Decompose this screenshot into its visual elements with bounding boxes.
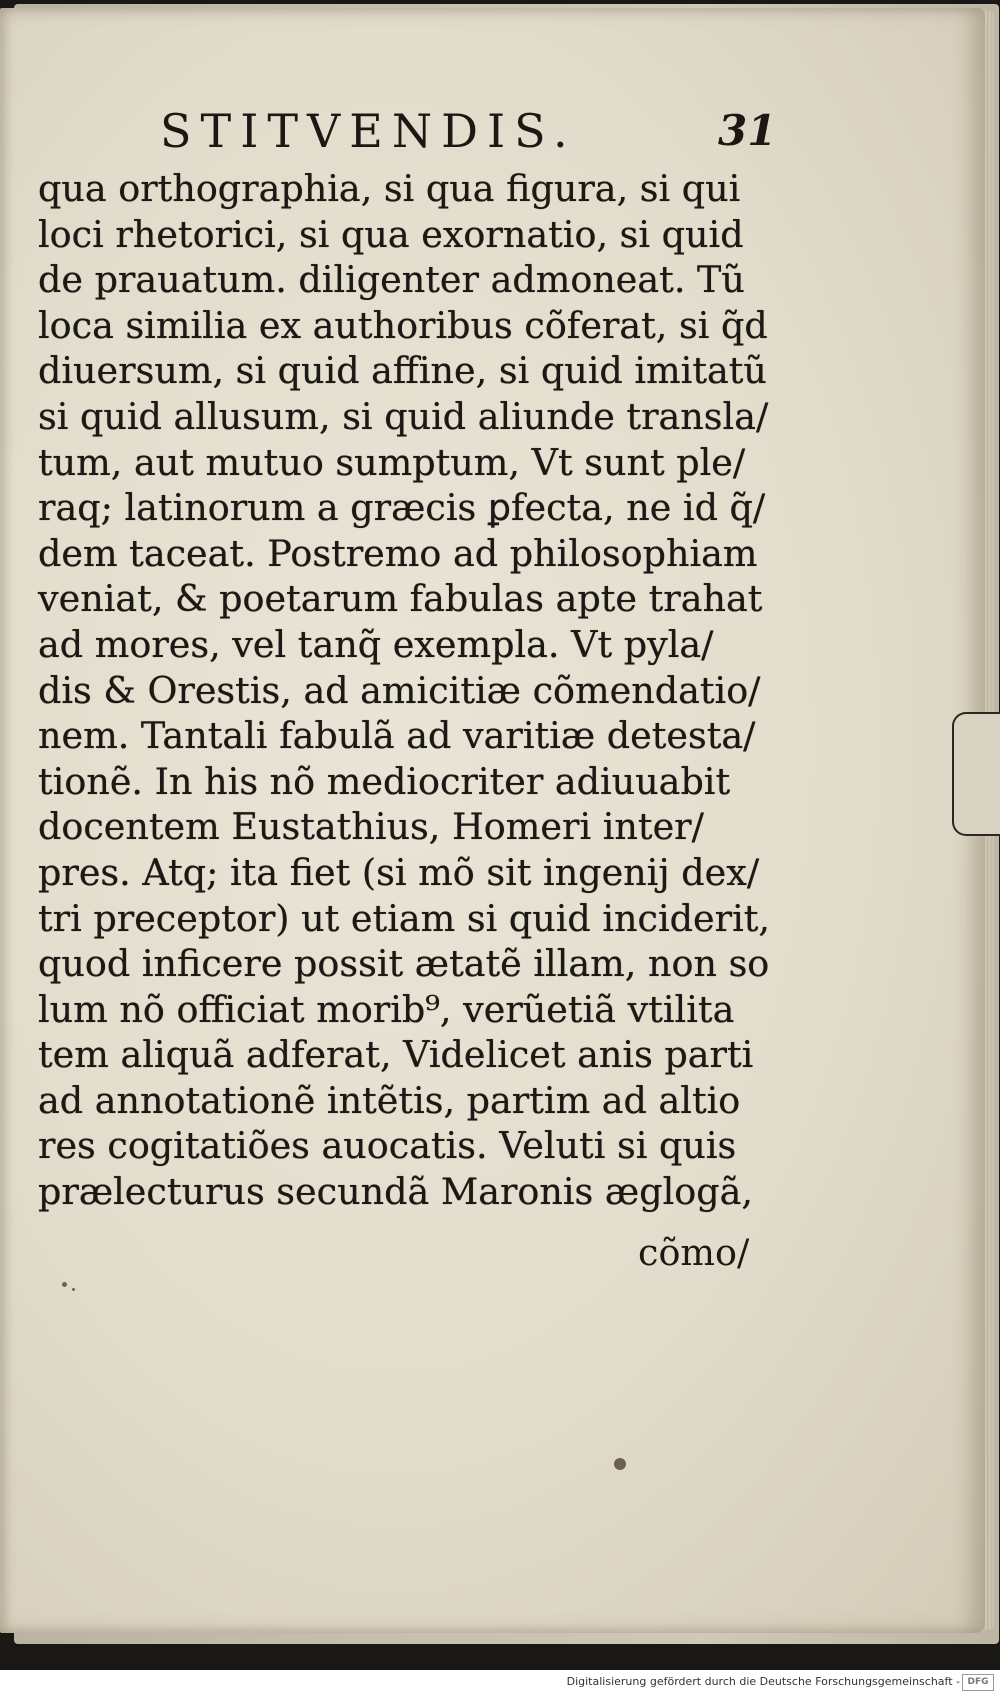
text-line: tem aliquã adferat, Videlicet anis parti (38, 1033, 754, 1077)
text-line: docentem Eustathius, Homeri inter/ (38, 805, 704, 849)
paper-speck (614, 1458, 626, 1470)
text-line: prælecturus secundã Maronis æglogã, (38, 1170, 753, 1214)
text-line: dem taceat. Postremo ad philosophiam (38, 531, 758, 575)
dfg-logo: DFG (962, 1674, 994, 1691)
text-line: veniat, & poetarum fabulas apte trahat (38, 577, 763, 621)
text-line: tionẽ. In his nõ mediocriter adiuuabit (38, 759, 731, 803)
text-line: qua orthographia, si qua figura, si qui (38, 167, 741, 210)
text-line: tri preceptor) ut etiam si quid inciderit, (38, 896, 771, 940)
text-line: loci rhetorici, si qua exornatio, si quid (38, 212, 744, 256)
text-line: dis & Orestis, ad amicitiæ cõmendatio/ (38, 668, 761, 712)
text-line: res cogitatiões auocatis. Veluti si quis (38, 1124, 737, 1168)
catchword: cõmo/ (638, 1231, 750, 1274)
page-tab-marker (952, 712, 1000, 836)
text-line: diuersum, si quid affine, si quid imitatũ (38, 349, 767, 393)
folio-number: 31 (718, 106, 777, 155)
text-line: ad annotationẽ intẽtis, partim ad altio (38, 1078, 741, 1122)
text-line: raq; latinorum a græcis ꝑfecta, ne id q̃/ (38, 486, 766, 530)
text-line: nem. Tantali fabulã ad varitiæ detesta/ (38, 714, 756, 758)
text-line: si quid allusum, si quid aliunde transla/ (38, 394, 769, 438)
text-line: pres. Atq; ita fiet (si mõ sit ingenij dex/ (38, 850, 760, 894)
body-text (38, 166, 771, 1215)
text-line: tum, aut mutuo sumptum, Vt sunt ple/ (38, 440, 746, 484)
paper-speck (62, 1282, 67, 1287)
paper-speck (72, 1288, 75, 1291)
text-line: loca similia ex authoribus cõferat, si q̃d (38, 303, 768, 347)
text-line: de prauatum. diligenter admoneat. Tũ (38, 258, 745, 302)
text-line: lum nõ officiat morib⁹, verũetiã vtilita (38, 987, 735, 1031)
running-head: STITVENDIS. (160, 104, 577, 158)
text-line: ad mores, vel tanq̃ exempla. Vt pyla/ (38, 622, 714, 666)
digitization-footer (0, 1670, 1000, 1695)
text-line: quod inficere possit ætatẽ illam, non so (38, 942, 770, 986)
funding-notice: Digitalisierung gefördert durch die Deutsche Forschungsgemeinschaft - (566, 1675, 960, 1688)
book-page (0, 8, 985, 1633)
